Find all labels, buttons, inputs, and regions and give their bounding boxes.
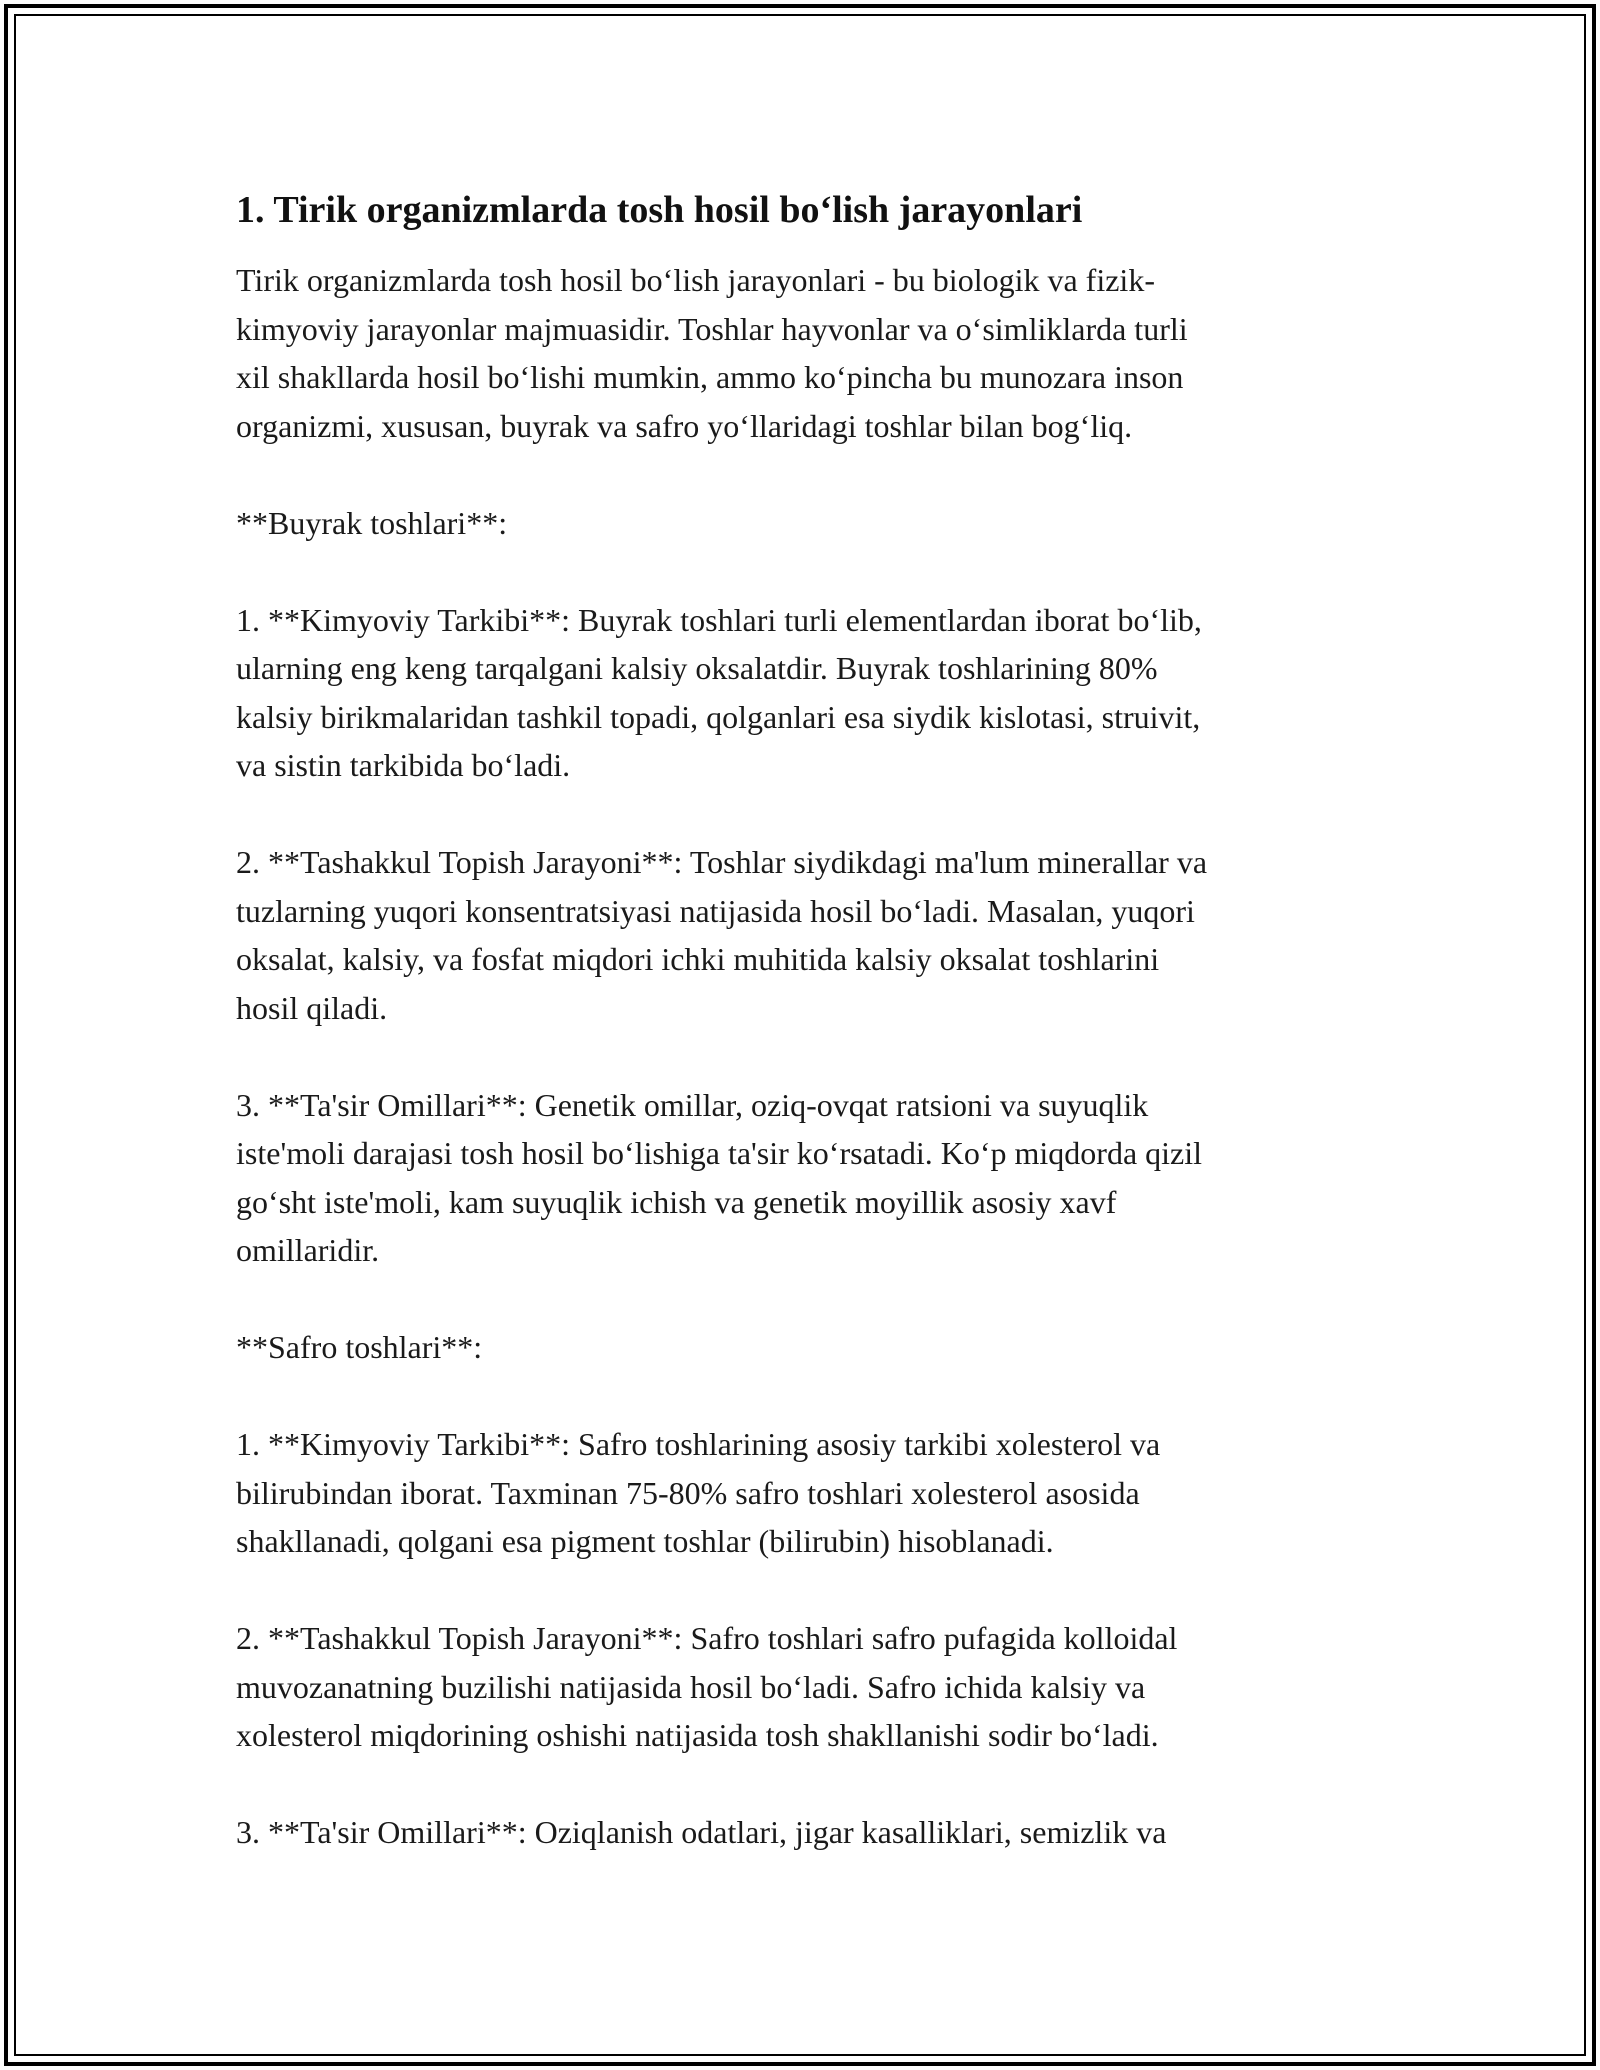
text-line: tuzlarning yuqori konsentratsiyasi natijasida hosil bo‘ladi. Masalan, yuqori — [236, 892, 1195, 929]
text-line: va sistin tarkibida bo‘ladi. — [236, 747, 571, 783]
document-body — [236, 186, 1376, 1905]
kidney-item-1 — [236, 596, 1376, 790]
text-line: bilirubindan iborat. Taxminan 75-80% safro toshlari xolesterol asosida — [236, 1474, 1140, 1511]
gallstone-item-3 — [236, 1808, 1376, 1857]
subheading-kidney-stones — [236, 499, 1376, 548]
text-line: kimyoviy jarayonlar majmuasidir. Toshlar hayvonlar va o‘simliklarda turli — [236, 310, 1188, 347]
text-line: 2. **Tashakkul Topish Jarayoni**: Safro toshlari safro pufagida kolloidal — [236, 1620, 1178, 1656]
gallstone-item-2 — [236, 1614, 1376, 1760]
text-line: ularning eng keng tarqalgani kalsiy oksalatdir. Buyrak toshlarining 80% — [236, 650, 1158, 686]
text-line: muvozanatning buzilishi natijasida hosil bo‘ladi. Safro ichida kalsiy va — [236, 1668, 1146, 1705]
text-line: organizmi, xususan, buyrak va safro yo‘llaridagi toshlar bilan bog‘liq. — [236, 407, 1133, 444]
text-line: hosil qiladi. — [236, 989, 388, 1026]
text-line: **Safro toshlari**: — [236, 1329, 483, 1365]
text-line: shakllanadi, qolgani esa pigment toshlar (bilirubin) hisoblanadi. — [236, 1523, 1054, 1559]
text-line: kalsiy birikmalaridan tashkil topadi, qolganlari esa siydik kislotasi, struivit, — [236, 698, 1201, 735]
text-line: xolesterol miqdorining oshishi natijasida tosh shakllanishi sodir bo‘ladi. — [236, 1717, 1159, 1753]
text-line: 1. **Kimyoviy Tarkibi**: Safro toshlarining asosiy tarkibi xolesterol va — [236, 1426, 1161, 1462]
text-line: **Buyrak toshlari**: — [236, 504, 508, 541]
text-line: go‘sht iste'moli, kam suyuqlik ichish va genetik moyillik asosiy xavf — [236, 1183, 1117, 1220]
kidney-item-2 — [236, 838, 1376, 1032]
text-line: 3. **Ta'sir Omillari**: Oziqlanish odatlari, jigar kasalliklari, semizlik va — [236, 1814, 1167, 1850]
gallstone-item-1 — [236, 1420, 1376, 1566]
text-line: 1. **Kimyoviy Tarkibi**: Buyrak toshlari turli elementlardan iborat bo‘lib, — [236, 601, 1202, 638]
text-line: 2. **Tashakkul Topish Jarayoni**: Toshlar siydikdagi ma'lum minerallar va — [236, 844, 1208, 880]
text-line: omillaridir. — [236, 1232, 380, 1268]
text-line: iste'moli darajasi tosh hosil bo‘lishiga ta'sir ko‘rsatadi. Ko‘p miqdorda qizil — [236, 1135, 1203, 1171]
text-line: Tirik organizmlarda tosh hosil bo‘lish jarayonlari - bu biologik va fizik- — [236, 262, 1155, 298]
text-line: 3. **Ta'sir Omillari**: Genetik omillar, oziq-ovqat ratsioni va suyuqlik — [236, 1086, 1149, 1123]
text-line: oksalat, kalsiy, va fosfat miqdori ichki muhitida kalsiy oksalat toshlarini — [236, 941, 1160, 977]
subheading-gallstones — [236, 1323, 1376, 1372]
kidney-item-3 — [236, 1081, 1376, 1275]
intro-paragraph — [236, 256, 1376, 450]
section-title: 1. Tirik organizmlarda tosh hosil bo‘lish jarayonlari — [236, 189, 1083, 231]
text-line: xil shakllarda hosil bo‘lishi mumkin, ammo ko‘pincha bu munozara inson — [236, 359, 1184, 395]
